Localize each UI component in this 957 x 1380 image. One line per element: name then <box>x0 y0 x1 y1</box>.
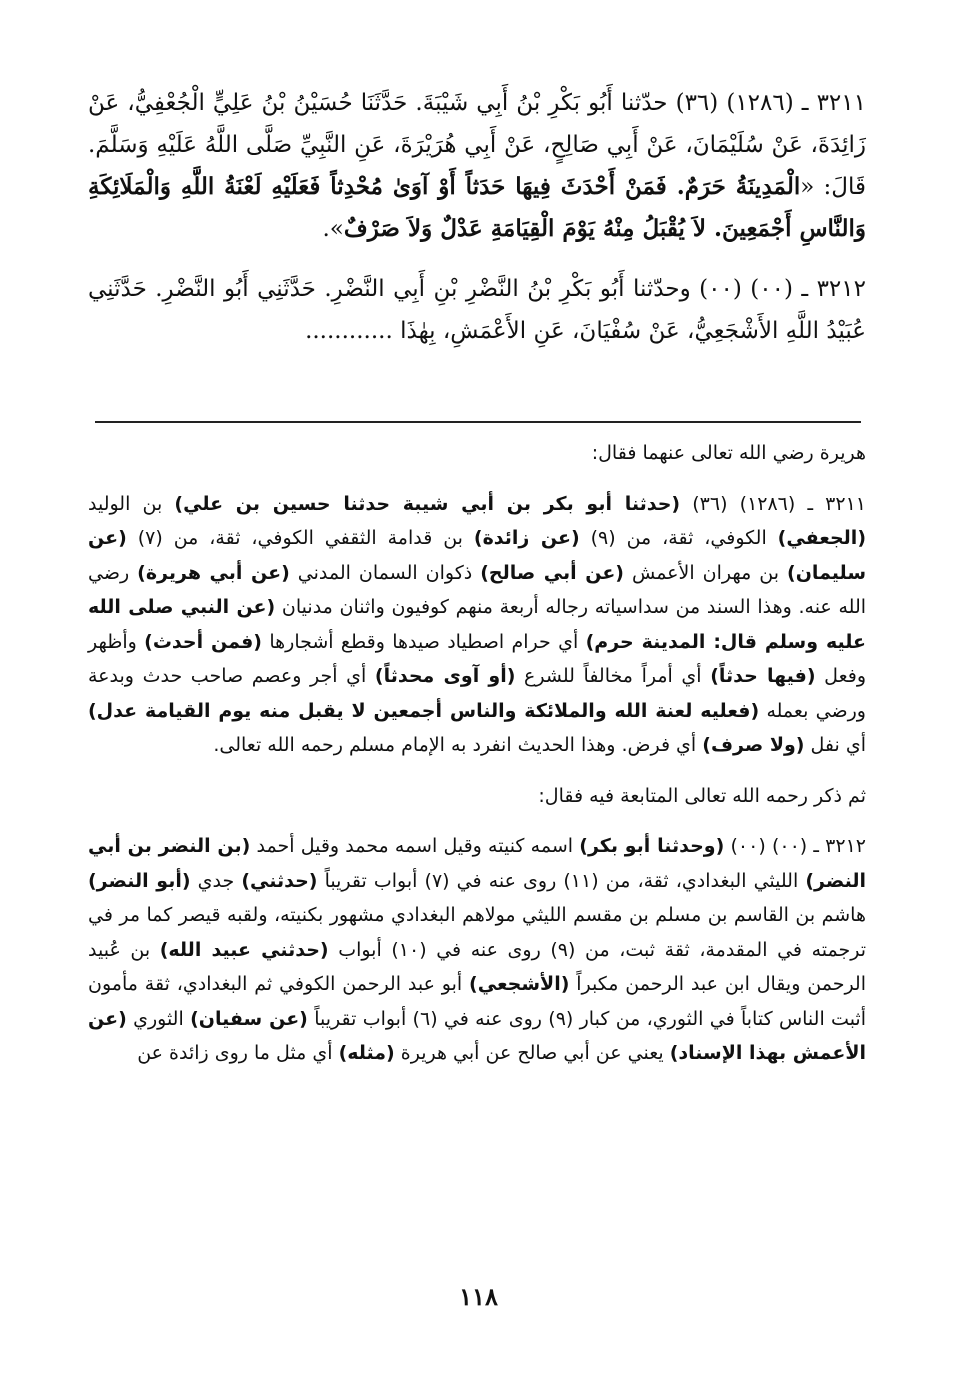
quoted-text: (بن النضر بن أبي النضر) <box>88 835 866 892</box>
explanation-text: أي حرام اصطياد صيدها وقطع أشجارها <box>262 630 586 653</box>
quoted-text: (أبو النضر) <box>88 869 191 892</box>
quoted-text: (عن سليمان) <box>88 527 866 584</box>
explanation-text: ذكوان السمان المدني <box>289 561 481 584</box>
hadith-isnad: حدّثنا أَبُو بَكْرِ بْنُ أَبِي شَيْبَةَ. حَدَّثَنَا حُسَيْنُ بْنُ عَلِيٍّ الْجُعْفِيُّ، عَنْ زَائِدَةَ، عَنْ سُلَيْمَانَ، عَنْ أَبِي صَالِحٍ، عَنْ أَبِي هُرَيْرَةَ، عَنِ النَّبِيِّ صَلَّى اللَّهُ عَلَيْهِ وَسَلَّمَ. قَالَ: « <box>88 90 866 200</box>
quoted-text: (الجعفي) <box>777 527 867 549</box>
quoted-text: (عن أبي هريرة) <box>137 561 290 584</box>
quoted-text: (الأشجعي) <box>469 973 570 995</box>
hadith-number: ٣٢١٢ ـ (٠٠) (٠٠) <box>699 276 866 302</box>
commentary-number: ٣٢١٢ ـ (٠٠) (٠٠) <box>730 835 866 857</box>
quoted-text: (فيها حدثاً) <box>710 665 816 687</box>
explanation-text: أي مثل ما روى زائدة عن <box>137 1042 339 1064</box>
hadith-end: ». <box>322 216 344 242</box>
explanation-text: اسمه كنيته وقيل اسمه محمد وقيل أحمد <box>250 835 580 857</box>
explanation-text: أي أجر وعصم صاحب حدث وبدعة ورضي بعمله <box>88 665 866 722</box>
explanation-text: بن قدامة الثقفي الكوفي، ثقة، من (٧) <box>126 527 474 549</box>
hadith-text-section <box>88 82 866 370</box>
hadith-matn: الْمَدِينَةُ حَرَمٌ. فَمَنْ أَحْدَثَ فِيهَا حَدَثاً أَوْ آوَىٰ مُحْدِثاً فَعَلَيْهِ لَعْنَةُ اللَّهِ وَالْمَلَائِكَةِ وَالنَّاسِ أَجْمَعِينَ. لاَ يُقْبَلُ مِنْهُ يَوْمَ الْقِيَامَةِ عَدْلٌ وَلاَ صَرْفٌ <box>88 173 866 242</box>
quoted-text: (أو آوى محدثاً) <box>374 665 516 687</box>
commentary-3211 <box>88 487 866 763</box>
quoted-text: (وحدثنا أبو بكر) <box>579 835 725 857</box>
quoted-text: (عن زائدة) <box>473 527 580 549</box>
explanation-text: بن الوليد <box>88 492 175 515</box>
explanation-text: يعني عن أبي صالح عن أبي هريرة <box>394 1042 670 1064</box>
quoted-text: (حدثنا أبو بكر بن أبي شيبة حدثنا حسين بن علي) <box>174 492 681 515</box>
explanation-text: الثوري <box>126 1007 191 1030</box>
page-number: ١١٨ <box>459 1282 498 1311</box>
explanation-text: أي أمراً مخالفاً للشرع <box>515 665 711 687</box>
quoted-text: (مثله) <box>338 1042 395 1064</box>
quoted-text: (حدثني عبيد الله) <box>159 938 329 961</box>
explanation-text: وأظهر وفعل <box>88 630 866 687</box>
explanation-text: بن عُبيد الرحمن ويقال ابن عبد الرحمن مكبراً <box>88 938 866 995</box>
explanation-text: بن مهران الأعمش <box>623 561 788 584</box>
quoted-text: (عن أبي صالح) <box>480 561 624 584</box>
commentary-intro: هريرة رضي الله تعالى عنهما فقال: <box>591 442 866 464</box>
explanation-text: أي نفل <box>804 734 866 756</box>
quoted-text: (فعليه لعنة الله والملائكة والناس أجمعين لا يقبل منه يوم القيامة عدل) <box>88 699 760 722</box>
commentary-section <box>88 436 866 1087</box>
explanation-text: أبو عبد الرحمن الكوفي ثم البغدادي، ثقة مأمون أثبت الناس كتاباً في الثوري، من كبار (٩) روى عنه في (٦) أبواب تقريباً <box>88 973 866 1030</box>
commentary-number: ٣٢١١ ـ (١٢٨٦) (٣٦) <box>692 492 866 515</box>
commentary-intro: ثم ذكر رحمه الله تعالى المتابعة فيه فقال: <box>538 784 866 807</box>
hadith-3211 <box>88 82 866 250</box>
explanation-text: أي فرض. وهذا الحديث انفرد به الإمام مسلم رحمه الله تعالى. <box>213 734 703 756</box>
quoted-text: (ولا صرف) <box>702 734 805 756</box>
quoted-text: (عن النبي صلى الله عليه وسلم قال: المدينة حرم) <box>88 596 866 653</box>
explanation-text: الليثي البغدادي، ثقة، من (١١) روى عنه في (٧) أبواب تقريباً <box>317 869 806 892</box>
explanation-text: الكوفي، ثقة، من (٩) <box>579 527 778 549</box>
quoted-text: (فمن أحدث) <box>144 630 262 653</box>
hadith-3212 <box>88 268 866 352</box>
quoted-text: (حدثني) <box>241 869 318 892</box>
explanation-text: رضي الله عنه. وهذا السند من سداسياته رجاله أربعة منهم كوفيون واثنان مدنيان <box>88 561 867 618</box>
explanation-text: جدي <box>190 869 242 892</box>
hadith-number: ٣٢١١ ـ (١٢٨٦) (٣٦) <box>675 90 866 116</box>
quoted-text: (عن الأعمش بهذا الإسناد) <box>88 1007 866 1064</box>
explanation-text: هاشم بن القاسم بن مسلم بن مقسم الليثي مولاهم البغدادي مشهور بكنيته، ولقبه قيصر كما مر في ترجمته في المقدمة، ثقة ثبت، من (٩) روى عنه في (١٠) أبواب <box>88 904 866 961</box>
section-divider <box>95 421 861 423</box>
commentary-3212 <box>88 829 866 1071</box>
hadith-isnad: وحدّثنا أَبُو بَكْرِ بْنُ النَّضْرِ بْنِ أَبِي النَّضْرِ. حَدَّثَنِي أَبُو النَّضْرِ. حَدَّثَنِي عُبَيْدُ اللَّهِ الأَشْجَعِيُّ، عَنْ سُفْيَانَ، عَنِ الأَعْمَشِ، بِهٰذَا ............ <box>88 276 866 344</box>
quoted-text: (عن سفيان) <box>190 1007 308 1030</box>
